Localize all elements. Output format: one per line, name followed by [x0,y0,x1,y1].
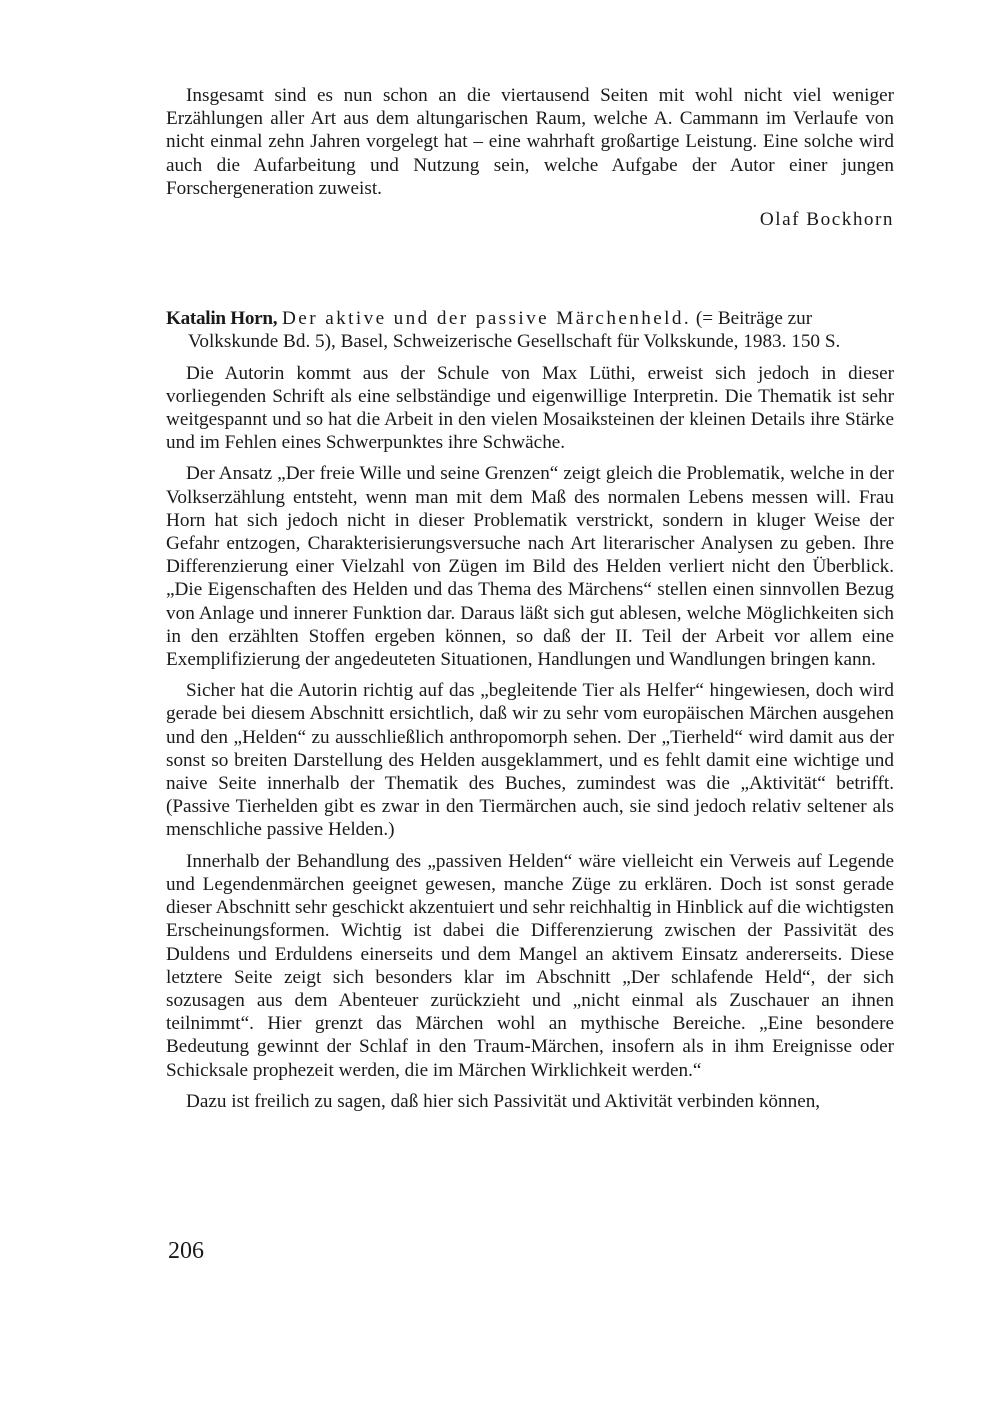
reviewer-signature: Olaf Bockhorn [759,209,894,231]
review-paragraph-1: Die Autorin kommt aus der Schule von Max Lüthi, erweist sich jedoch in dieser vorliegenden Schrift als eine selbständige und eigenwillige Interpretin. Die Thematik ist sehr weitgespannt und so hat die Arbeit in den vielen Mosaiksteinen der kleinen Details ihre Stärke und im Fehlen eines Schwerpunktes ihre Schwäche. [166,362,894,454]
review-citation [166,307,894,353]
review-paragraph-5: Dazu ist freilich zu sagen, daß hier sich Passivität und Aktivität verbinden können, [186,1090,821,1112]
book-author: Katalin Horn, [166,308,278,330]
page-number: 206 [168,1238,204,1264]
book-details: (= Beiträge zur Volkskunde Bd. 5), Basel, Schweizerische Gesellschaft für Volkskunde, 1983. 150 S. [188,308,841,353]
previous-review-closing-paragraph: Insgesamt sind es nun schon an die viertausend Seiten mit wohl nicht viel weniger Erzählungen aller Art aus dem altungarischen Raum, welche A. Cammann im Verlaufe von nicht einmal zehn Jahren vorgelegt hat – eine wahrhaft großartige Leistung. Eine solche wird auch die Aufarbeitung und Nutzung sein, welche Aufgabe der Autor einer jungen Forschergeneration zuweist. [166,85,894,199]
review-paragraph-4: Innerhalb der Behandlung des „passiven Helden“ wäre vielleicht ein Verweis auf Legende und Legendenmärchen geeignet gewesen, manche Züge zu erklären. Doch ist sonst gerade dieser Abschnitt sehr geschickt akzentuiert und sehr reichhaltig in Hinblick auf die wichtigsten Erscheinungsformen. Wichtig ist dabei die Differenzierung zwischen der Passivität des Duldens und Erduldens einerseits und dem Mangel an aktivem Einsatz andererseits. Diese letztere Seite zeigt sich besonders klar im Abschnitt „Der schlafende Held“, der sich sozusagen aus dem Abenteuer zurückzieht und „nicht einmal als Zuschauer an ihnen teilnimmt“. Hier grenzt das Märchen wohl an mythische Bereiche. „Eine besondere Bedeutung gewinnt der Schlaf in den Traum-Märchen, insofern als in ihm Ereignisse oder Schicksale prophezeit werden, die im Märchen Wirklichkeit werden.“ [166,850,894,1081]
page-body [166,84,894,1113]
review-paragraph-2: Der Ansatz „Der freie Wille und seine Grenzen“ zeigt gleich die Problematik, welche in der Volkserzählung entsteht, wenn man mit dem Maß des normalen Lebens messen will. Frau Horn hat sich jedoch nicht in dieser Problematik verstrickt, sondern in kluger Weise der Gefahr entzogen, Charakterisierungsversuche nach Art literarischer Analysen zu geben. Ihre Differenzierung einer Vielzahl von Zügen im Bild des Helden verliert nicht den Überblick. „Die Eigenschaften des Helden und das Thema des Märchens“ stellen einen sinnvollen Bezug von Anlage und innerer Funktion dar. Daraus läßt sich gut ablesen, welche Möglichkeiten sich in den erzählten Stoffen ergeben können, so daß der II. Teil der Arbeit vor allem eine Exemplifizierung der angedeuteten Situationen, Handlungen und Wandlungen bringen kann. [166,463,894,671]
book-title: Der aktive und der passive Märchenheld. [282,308,692,330]
review-paragraph-3: Sicher hat die Autorin richtig auf das „begleitende Tier als Helfer“ hingewiesen, doch wird gerade bei diesem Abschnitt ersichtlich, daß wir zu sehr vom europäischen Märchen ausgehen und den „Helden“ zu ausschließlich anthropomorph sehen. Der „Tierheld“ wird damit aus der sonst so breiten Darstellung des Helden ausgeklammert, und es fehlt damit eine wichtige und naive Seite innerhalb der Thematik des Buches, zumindest was die „Aktivität“ betrifft. (Passive Tierhelden gibt es zwar in den Tiermärchen auch, sie sind jedoch relativ seltener als menschliche passive Helden.) [166,680,894,841]
